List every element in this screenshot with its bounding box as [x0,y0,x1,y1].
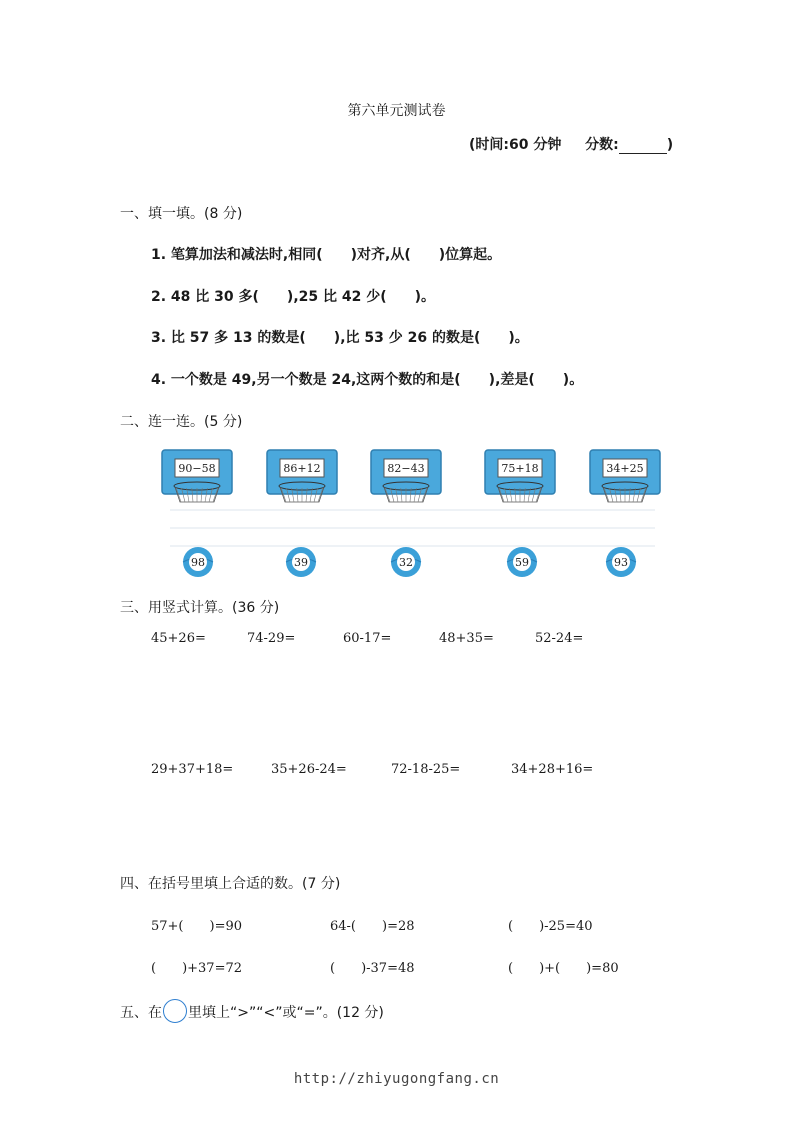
meta-close: ) [666,137,674,153]
calc-8: 72-18-25= [391,762,461,777]
ball-label-3: 32 [399,556,413,569]
basket-3 [371,450,441,502]
ball-5 [606,547,636,577]
fill-2: 64-( )=28 [330,919,415,934]
basket-label-1: 90−58 [178,462,216,475]
question-3: 3. 比 57 多 13 的数是( ),比 53 少 26 的数是( )。 [151,330,529,346]
question-4: 4. 一个数是 49,另一个数是 24,这两个数的和是( ),差是( )。 [151,372,584,388]
basket-label-5: 34+25 [606,462,644,475]
ball-4 [507,547,537,577]
ball-label-2: 39 [294,556,308,569]
calc-6: 29+37+18= [151,762,234,777]
section1-heading: 一、填一填。(8 分) [120,206,243,222]
basket-matching-figure [150,440,680,585]
calc-9: 34+28+16= [511,762,594,777]
time-limit: (时间:60 分钟 [469,137,562,153]
basket-label-4: 75+18 [501,462,539,475]
fill-4: ( )+37=72 [151,961,243,976]
section5-heading [120,999,384,1023]
basket-5 [590,450,660,502]
circle-icon [163,999,187,1023]
calc-3: 60-17= [343,631,392,646]
section5-suffix: 里填上“>”“<”或“=”。(12 分) [188,1005,384,1021]
basket-2 [267,450,337,502]
ball-label-5: 93 [614,556,628,569]
calc-7: 35+26-24= [271,762,347,777]
calc-1: 45+26= [151,631,206,646]
fill-6: ( )+( )=80 [508,961,619,976]
section3-heading: 三、用竖式计算。(36 分) [120,600,280,616]
page-title: 第六单元测试卷 [347,103,446,119]
fill-3: ( )-25=40 [508,919,593,934]
section4-heading: 四、在括号里填上合适的数。(7 分) [120,876,341,892]
footer-url: http://zhiyugongfang.cn [293,1071,500,1087]
ball-1 [183,547,213,577]
question-2: 2. 48 比 30 多( ),25 比 42 少( )。 [151,289,436,305]
fill-5: ( )-37=48 [330,961,415,976]
section2-heading: 二、连一连。(5 分) [120,414,243,430]
score-blank [619,139,667,154]
ball-label-4: 59 [515,556,529,569]
ball-label-1: 98 [191,556,205,569]
question-1: 1. 笔算加法和减法时,相同( )对齐,从( )位算起。 [151,247,502,263]
basket-label-2: 86+12 [283,462,321,475]
fill-1: 57+( )=90 [151,919,243,934]
score-label: 分数: [585,137,619,153]
calc-5: 52-24= [535,631,584,646]
ball-3 [391,547,421,577]
basket-4 [485,450,555,502]
section5-prefix: 五、在 [120,1005,162,1021]
basket-label-3: 82−43 [387,462,425,475]
ball-2 [286,547,316,577]
exam-meta [469,134,673,154]
calc-2: 74-29= [247,631,296,646]
calc-4: 48+35= [439,631,494,646]
basket-1 [162,450,232,502]
